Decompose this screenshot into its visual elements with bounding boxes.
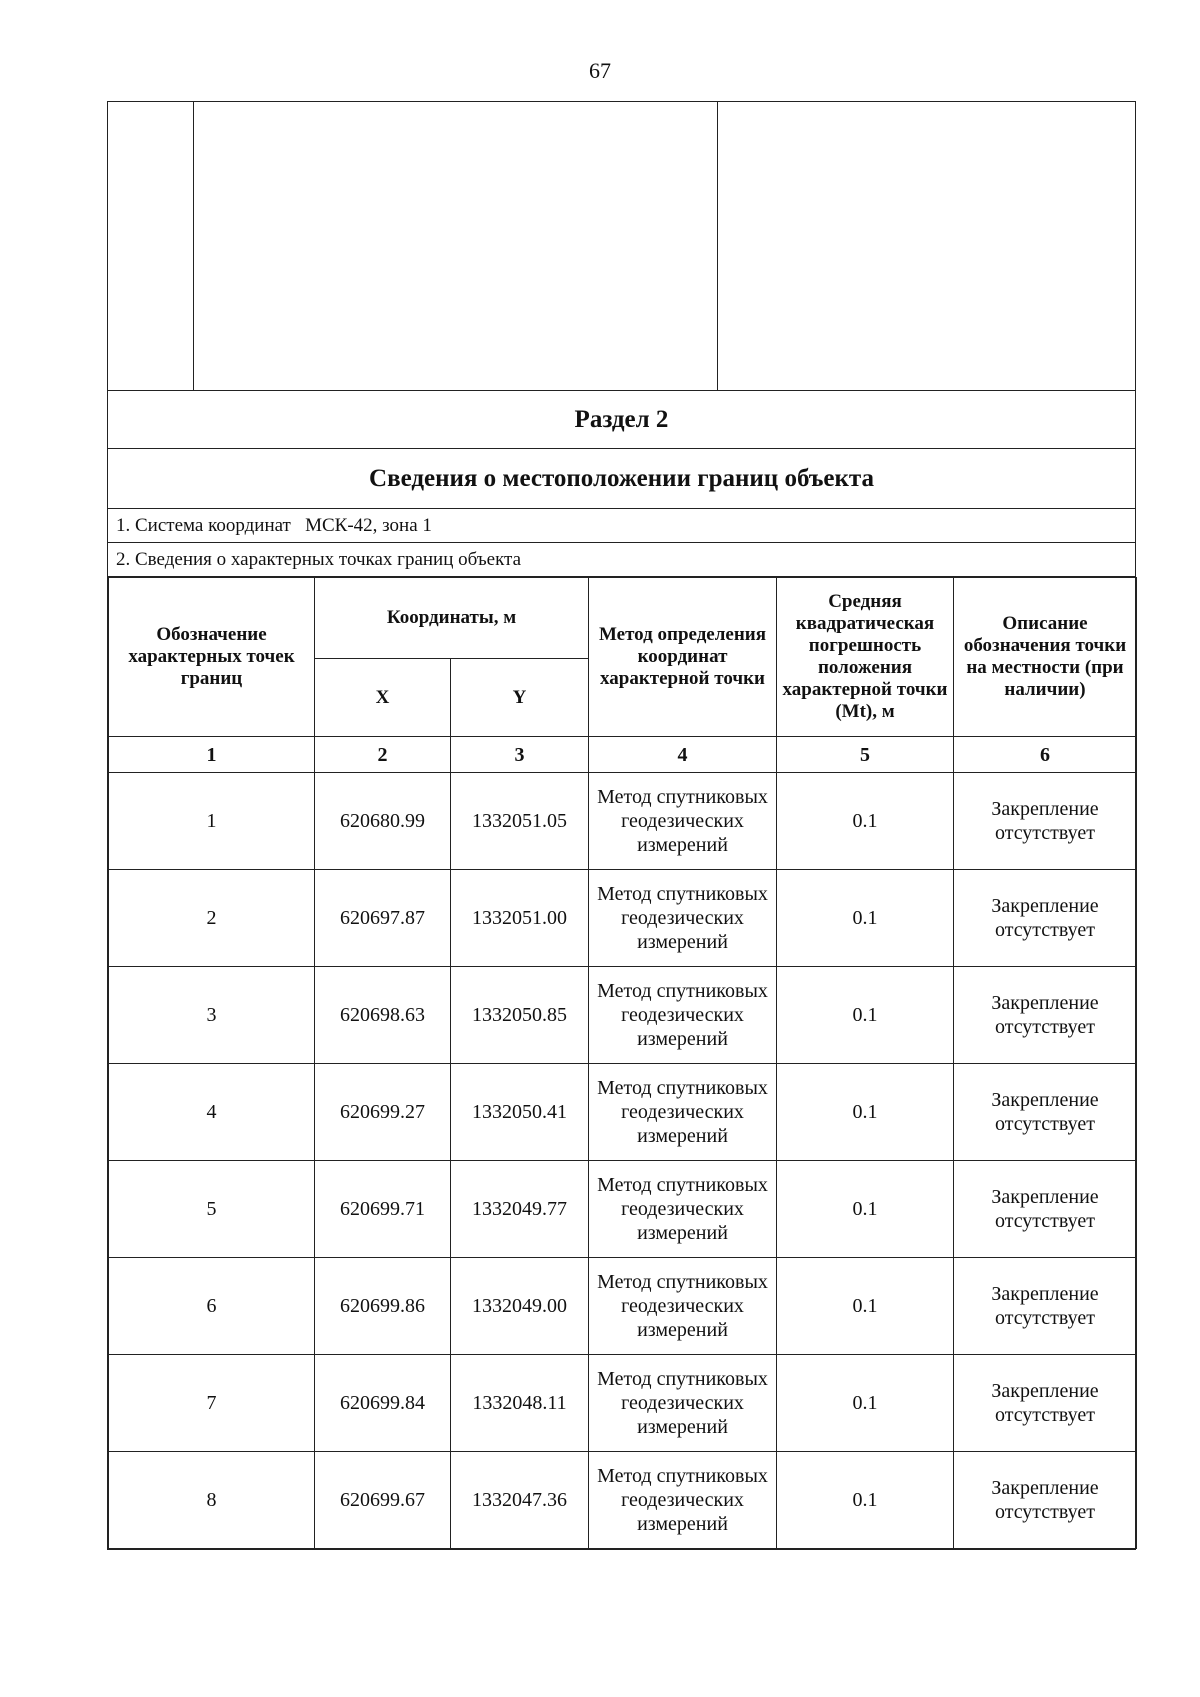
cell-y: 1332050.41 — [451, 1064, 589, 1161]
table-row — [109, 1452, 1137, 1549]
cell-point-number: 2 — [109, 870, 315, 967]
section-title: Раздел 2 — [108, 391, 1136, 449]
cell-x: 620699.71 — [315, 1161, 451, 1258]
cell-method: Метод спутниковых геодезических измерений — [589, 1064, 777, 1161]
table-row — [109, 870, 1137, 967]
column-number: 3 — [451, 737, 589, 773]
cell-mean-error: 0.1 — [777, 1258, 954, 1355]
cell-mean-error: 0.1 — [777, 967, 954, 1064]
cell-point-number: 4 — [109, 1064, 315, 1161]
table-row — [109, 1064, 1137, 1161]
cell-x: 620699.27 — [315, 1064, 451, 1161]
table-row — [109, 1161, 1137, 1258]
cell-point-number: 7 — [109, 1355, 315, 1452]
header-y: Y — [451, 659, 589, 737]
blank-cell-middle — [194, 102, 718, 391]
cell-mean-error: 0.1 — [777, 870, 954, 967]
column-number: 4 — [589, 737, 777, 773]
cell-y: 1332051.00 — [451, 870, 589, 967]
cell-description: Закрепление отсутствует — [954, 1452, 1137, 1549]
cell-mean-error: 0.1 — [777, 1355, 954, 1452]
page-number: 67 — [589, 58, 611, 83]
cell-description: Закрепление отсутствует — [954, 1258, 1137, 1355]
cell-x: 620699.84 — [315, 1355, 451, 1452]
cell-y: 1332047.36 — [451, 1452, 589, 1549]
cell-mean-error: 0.1 — [777, 1161, 954, 1258]
column-number: 2 — [315, 737, 451, 773]
header-x: X — [315, 659, 451, 737]
column-number: 5 — [777, 737, 954, 773]
cell-description: Закрепление отсутствует — [954, 967, 1137, 1064]
points-info-line: 2. Сведения о характерных точках границ объекта — [108, 543, 1136, 577]
cell-y: 1332048.11 — [451, 1355, 589, 1452]
cell-point-number: 3 — [109, 967, 315, 1064]
cell-method: Метод спутниковых геодезических измерений — [589, 870, 777, 967]
header-point-designation: Обозначение характерных точек границ — [109, 578, 315, 737]
cell-mean-error: 0.1 — [777, 1452, 954, 1549]
cell-description: Закрепление отсутствует — [954, 1355, 1137, 1452]
table-row — [109, 967, 1137, 1064]
cell-x: 620699.67 — [315, 1452, 451, 1549]
cell-x: 620699.86 — [315, 1258, 451, 1355]
header-description: Описание обозначения точки на местности (при наличии) — [954, 578, 1137, 737]
cell-description: Закрепление отсутствует — [954, 1161, 1137, 1258]
cell-y: 1332050.85 — [451, 967, 589, 1064]
table-row — [109, 773, 1137, 870]
cell-description: Закрепление отсутствует — [954, 773, 1137, 870]
cell-method: Метод спутниковых геодезических измерений — [589, 967, 777, 1064]
cell-y: 1332049.77 — [451, 1161, 589, 1258]
cell-mean-error: 0.1 — [777, 1064, 954, 1161]
blank-cell-left — [108, 102, 194, 391]
header-method: Метод определения координат характерной точки — [589, 578, 777, 737]
table-row — [109, 1258, 1137, 1355]
header-coordinates: Координаты, м — [315, 578, 589, 659]
cell-point-number: 5 — [109, 1161, 315, 1258]
cell-point-number: 8 — [109, 1452, 315, 1549]
cell-x: 620680.99 — [315, 773, 451, 870]
document-frame — [107, 101, 1136, 1550]
cell-y: 1332049.00 — [451, 1258, 589, 1355]
coordinate-system-line: 1. Система координат МСК-42, зона 1 — [108, 509, 1136, 543]
column-number: 1 — [109, 737, 315, 773]
column-number: 6 — [954, 737, 1137, 773]
points-table-container — [108, 577, 1136, 1550]
cell-y: 1332051.05 — [451, 773, 589, 870]
header-mean-error: Средняя квадратическая погрешность положения характерной точки (Mt), м — [777, 578, 954, 737]
cell-mean-error: 0.1 — [777, 773, 954, 870]
cell-x: 620698.63 — [315, 967, 451, 1064]
cell-method: Метод спутниковых геодезических измерений — [589, 1161, 777, 1258]
cell-method: Метод спутниковых геодезических измерений — [589, 1355, 777, 1452]
cell-method: Метод спутниковых геодезических измерений — [589, 773, 777, 870]
blank-cell-right — [718, 102, 1136, 391]
section-subtitle: Сведения о местоположении границ объекта — [108, 449, 1136, 509]
cell-method: Метод спутниковых геодезических измерений — [589, 1452, 777, 1549]
column-number-row — [109, 737, 1137, 773]
cell-x: 620697.87 — [315, 870, 451, 967]
cell-description: Закрепление отсутствует — [954, 1064, 1137, 1161]
points-table — [108, 577, 1137, 1549]
cell-point-number: 1 — [109, 773, 315, 870]
cell-point-number: 6 — [109, 1258, 315, 1355]
points-table-body — [109, 773, 1137, 1549]
cell-description: Закрепление отсутствует — [954, 870, 1137, 967]
table-row — [109, 1355, 1137, 1452]
blank-frame-row — [108, 102, 1136, 391]
cell-method: Метод спутниковых геодезических измерений — [589, 1258, 777, 1355]
